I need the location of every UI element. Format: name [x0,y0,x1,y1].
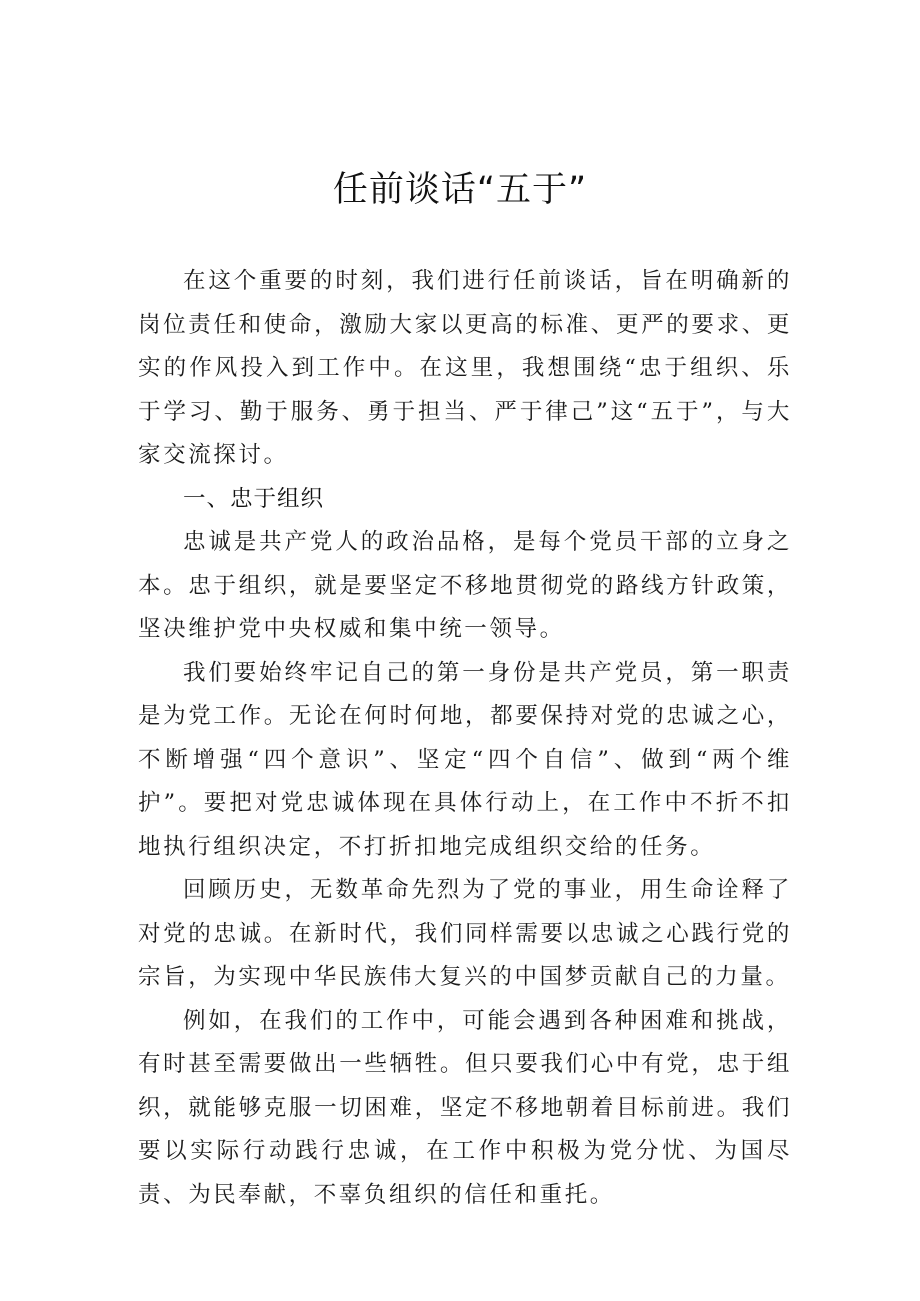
section-heading: 一、忠于组织 [183,485,325,512]
document-title: 任前谈话“五于” [332,170,588,210]
body-paragraph: 回顾历史，无数革命先烈为了党的事业，用生命诠释了对党的忠诚。在新时代，我们同样需要以忠诚之心践行党的宗旨，为实现中华民族伟大复兴的中国梦贡献自己的力量。 [138,877,792,990]
body-paragraph: 我们要始终牢记自己的第一身份是共产党员，第一职责是为党工作。无论在何时何地，都要保持对党的忠诚之心，不断增强“四个意识”、坚定“四个自信”、做到“两个维护”。要把对党忠诚体现在具体行动上，在工作中不折不扣地执行组织决定，不打折扣地完成组织交给的任务。 [138,659,792,860]
intro-paragraph: 在这个重要的时刻，我们进行任前谈话，旨在明确新的岗位责任和使命，激励大家以更高的标准、更严的要求、更实的作风投入到工作中。在这里，我想围绕“忠于组织、乐于学习、勤于服务、勇于担当、严于律己”这“五于”，与大家交流探讨。 [138,268,792,468]
body-paragraph: 忠诚是共产党人的政治品格，是每个党员干部的立身之本。忠于组织，就是要坚定不移地贯彻党的路线方针政策，坚决维护党中央权威和集中统一领导。 [138,529,792,642]
document-body [138,260,792,1217]
body-paragraph: 例如，在我们的工作中，可能会遇到各种困难和挑战，有时甚至需要做出一些牺牲。但只要我们心中有党，忠于组织，就能够克服一切困难，坚定不移地朝着目标前进。我们要以实际行动践行忠诚，在工作中积极为党分忧、为国尽责、为民奉献，不辜负组织的信任和重托。 [138,1007,792,1208]
